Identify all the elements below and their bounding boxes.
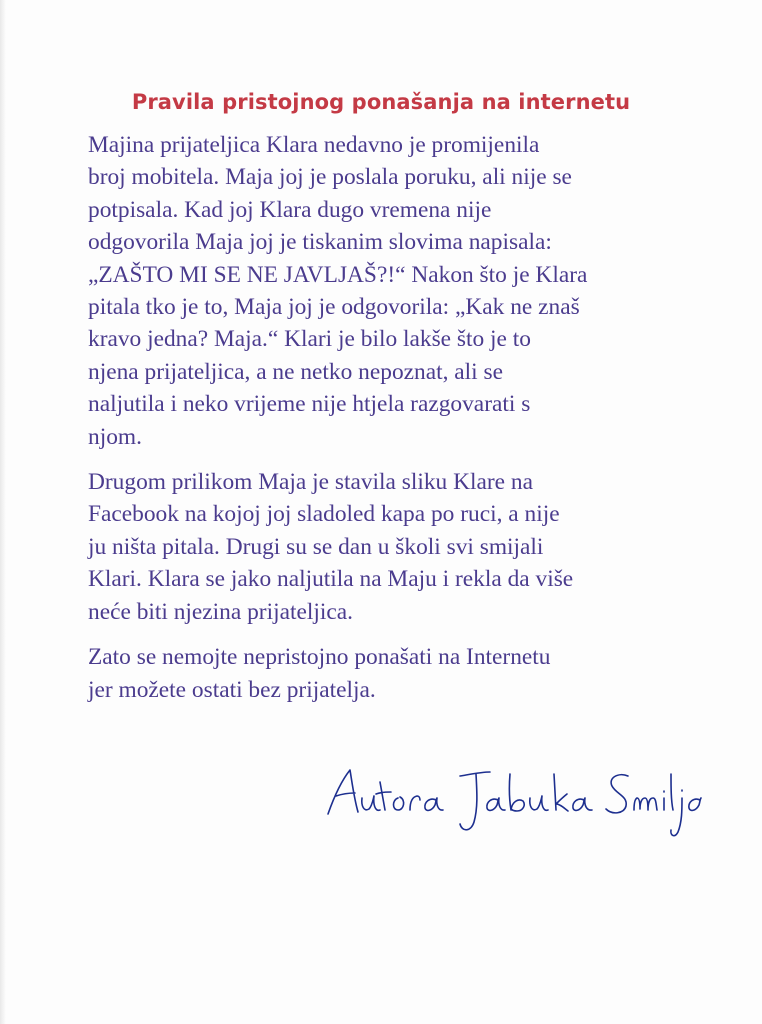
text-line: Majina prijateljica Klara nedavno je promijenila [88, 132, 540, 158]
text-line: njom. [88, 423, 142, 450]
text-line: naljutila i neko vrijeme nije htjela razgovarati s [88, 391, 531, 418]
text-line: ju ništa pitala. Drugi su se dan u školi svi smijali [88, 533, 544, 560]
text-line: potpisala. Kad joj Klara dugo vremena nije [88, 196, 492, 223]
text-line: Drugom prilikom Maja je stavila sliku Klare na [88, 469, 533, 496]
text-line: Klari. Klara se jako naljutila na Maju i rekla da više [88, 566, 574, 593]
paragraph-1 [88, 129, 688, 453]
text-line: Facebook na kojoj joj sladoled kapa po ruci, a nije [88, 501, 560, 528]
paragraph-2 [88, 466, 688, 628]
text-line: odgovorila Maja joj je tiskanim slovima napisala: [88, 229, 552, 256]
text-line: „ZAŠTO MI SE NE JAVLJAŠ?!“ Nakon što je Klara [88, 261, 588, 288]
scan-edge-shadow [0, 0, 6, 1024]
document-body [88, 129, 688, 719]
text-line: kravo jedna? Maja.“ Klari je bilo lakše što je to [88, 326, 531, 353]
handwritten-signature [322, 752, 702, 852]
paragraph-3 [88, 641, 688, 706]
document-title: Pravila pristojnog ponašanja na internetu [131, 90, 631, 114]
text-line: njena prijateljica, a ne netko nepoznat, ali se [88, 358, 504, 385]
text-line: jer možete ostati bez prijatelja. [88, 676, 376, 703]
text-line: pitala tko je to, Maja joj je odgovorila: „Kak ne znaš [88, 294, 580, 321]
text-line: Zato se nemojte nepristojno ponašati na Internetu [88, 644, 551, 671]
text-line: neće biti njezina prijateljica. [88, 598, 353, 625]
text-line: broj mobitela. Maja joj je poslala poruku, ali nije se [88, 164, 572, 191]
